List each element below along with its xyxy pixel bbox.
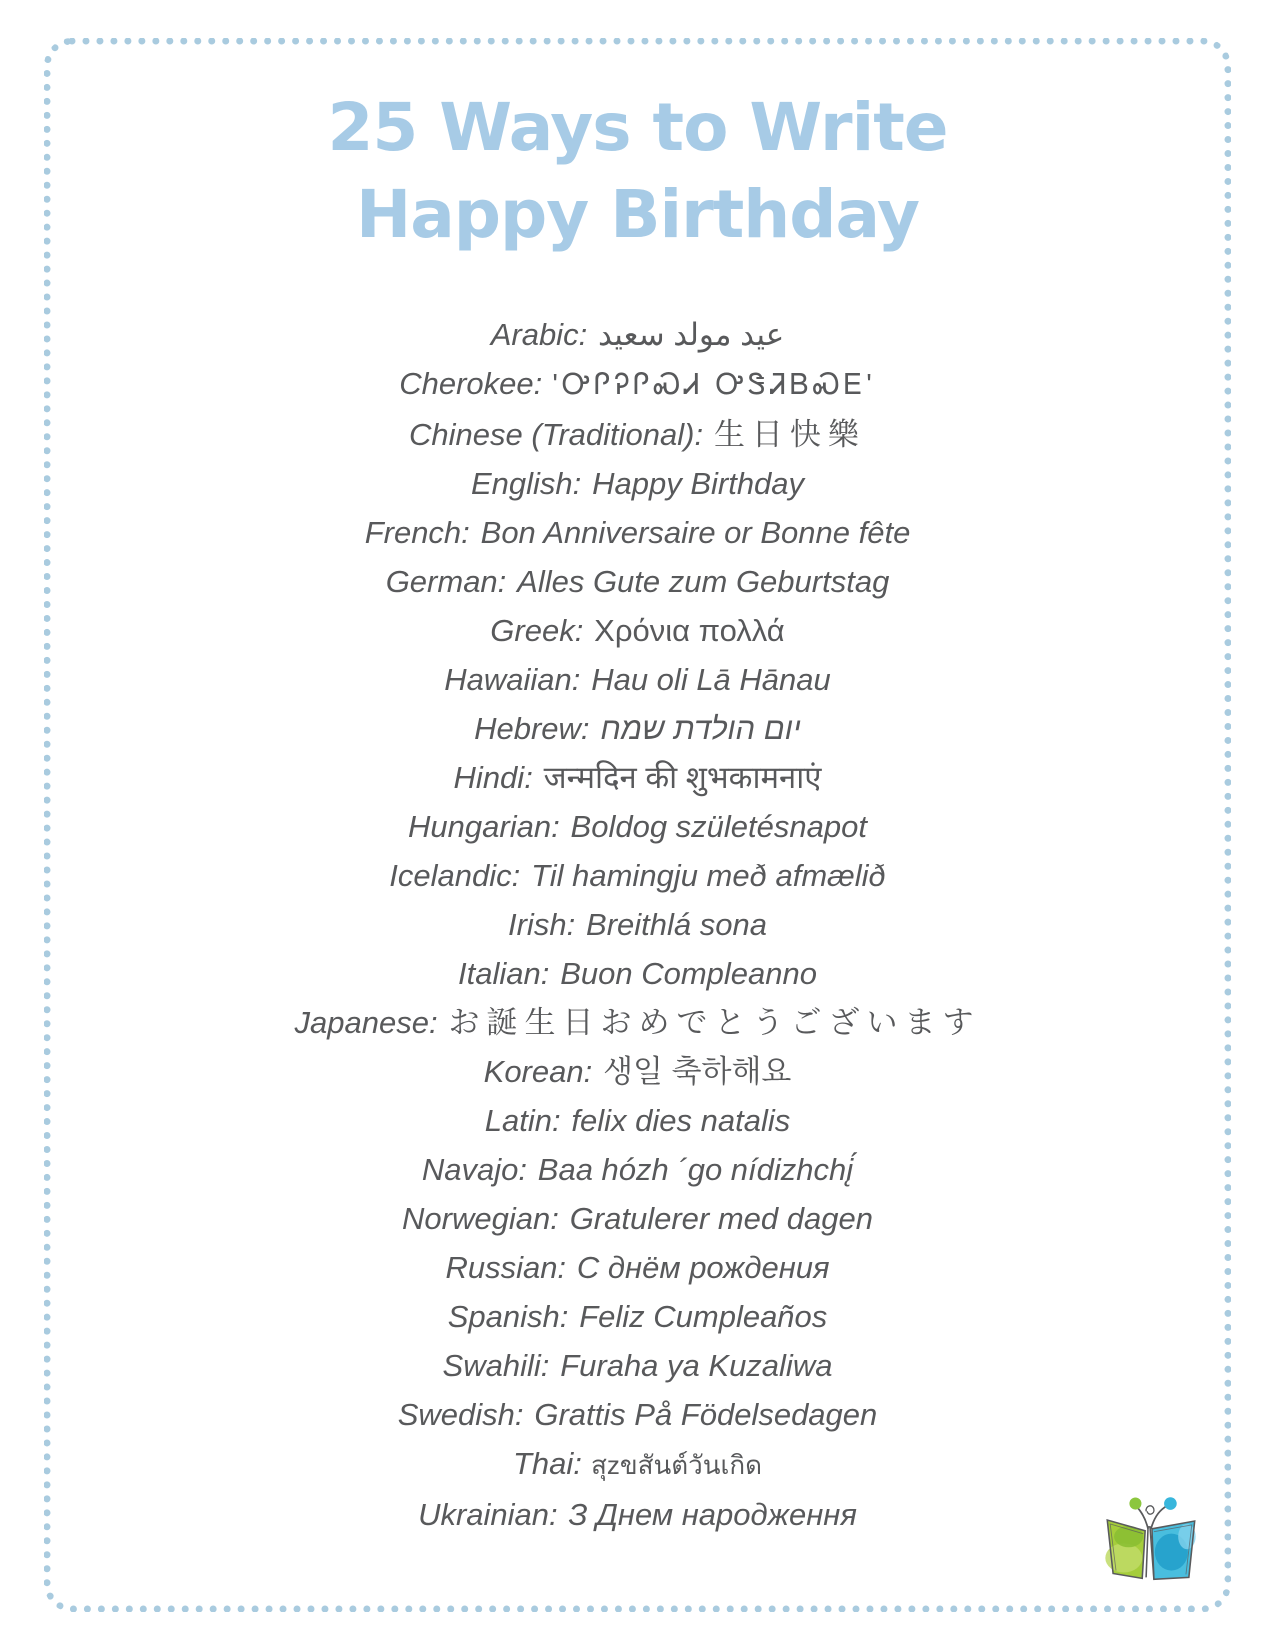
language-label: English: bbox=[470, 466, 582, 501]
language-label: Norwegian: bbox=[402, 1201, 559, 1236]
list-item bbox=[0, 802, 1275, 851]
list-item bbox=[0, 949, 1275, 998]
language-label: Cherokee: bbox=[399, 366, 543, 401]
language-label: Chinese (Traditional): bbox=[409, 417, 704, 452]
translation-text: عيد مولد سعيد bbox=[598, 317, 785, 352]
language-label: Ukrainian: bbox=[418, 1497, 558, 1532]
list-item bbox=[0, 1390, 1275, 1439]
translation-text: Hau oli Lā Hānau bbox=[591, 662, 831, 697]
translation-text: Feliz Cumpleaños bbox=[579, 1299, 828, 1334]
list-item bbox=[0, 1194, 1275, 1243]
translation-text: お誕生日おめでとうございます bbox=[448, 1005, 981, 1040]
list-item bbox=[0, 557, 1275, 606]
page-title-line2: Happy Birthday bbox=[355, 176, 920, 254]
butterfly-book-logo bbox=[1091, 1488, 1209, 1590]
language-label: Hungarian: bbox=[408, 809, 560, 844]
logo-left-wing bbox=[1105, 1520, 1145, 1578]
list-item bbox=[0, 998, 1275, 1047]
translation-text: felix dies natalis bbox=[571, 1103, 791, 1138]
list-item bbox=[0, 310, 1275, 359]
translation-text: Buon Compleanno bbox=[560, 956, 817, 991]
translation-text: Breithlá sona bbox=[586, 907, 767, 942]
list-item bbox=[0, 459, 1275, 508]
language-label: Spanish: bbox=[447, 1299, 569, 1334]
translation-text: Happy Birthday bbox=[592, 466, 805, 501]
list-item bbox=[0, 359, 1275, 410]
list-item bbox=[0, 1490, 1275, 1539]
translation-text: Alles Gute zum Geburtstag bbox=[517, 564, 890, 599]
list-item bbox=[0, 851, 1275, 900]
translation-text: Bon Anniversaire or Bonne fête bbox=[480, 515, 911, 550]
language-label: Swahili: bbox=[442, 1348, 550, 1383]
translation-text: Baa hózh ´go nídizhchį́ bbox=[537, 1152, 854, 1187]
language-label: Greek: bbox=[490, 613, 584, 648]
language-label: Arabic: bbox=[490, 317, 588, 352]
translation-text: สุzขสันต์วันเกิด bbox=[590, 1450, 763, 1480]
translation-text: С днём рождения bbox=[576, 1250, 830, 1285]
translation-text: יום הולדת שמח bbox=[600, 711, 801, 746]
language-label: Korean: bbox=[483, 1054, 593, 1089]
language-label: Icelandic: bbox=[389, 858, 521, 893]
list-item bbox=[0, 1439, 1275, 1490]
logo-antennae bbox=[1136, 1505, 1167, 1528]
antenna-dot-green bbox=[1129, 1498, 1141, 1510]
list-item bbox=[0, 1292, 1275, 1341]
list-item bbox=[0, 753, 1275, 802]
list-item bbox=[0, 704, 1275, 753]
list-item bbox=[0, 1096, 1275, 1145]
translation-text: 'ᎤᎵᎮᎵᏍᏗ ᎤᏕᏘᏴᏍᎬ' bbox=[552, 369, 876, 401]
translation-text: З Днем народження bbox=[568, 1497, 857, 1532]
translation-text: Χρόνια πολλά bbox=[594, 613, 785, 648]
translations-list bbox=[0, 310, 1275, 1539]
language-label: Thai: bbox=[512, 1446, 582, 1481]
language-label: Irish: bbox=[508, 907, 576, 942]
list-item bbox=[0, 606, 1275, 655]
language-label: Hindi: bbox=[453, 760, 533, 795]
page-title-line1: 25 Ways to Write bbox=[327, 89, 948, 166]
language-label: Navajo: bbox=[421, 1152, 527, 1187]
antenna-dot-blue bbox=[1164, 1497, 1177, 1510]
translation-text: Furaha ya Kuzaliwa bbox=[560, 1348, 833, 1383]
language-label: Hawaiian: bbox=[444, 662, 581, 697]
list-item bbox=[0, 900, 1275, 949]
language-label: Hebrew: bbox=[474, 711, 590, 746]
list-item bbox=[0, 1047, 1275, 1096]
list-item bbox=[0, 655, 1275, 704]
translation-text: जन्मदिन की शुभकामनाएं bbox=[543, 760, 822, 795]
list-item bbox=[0, 1341, 1275, 1390]
language-label: Russian: bbox=[445, 1250, 567, 1285]
language-label: French: bbox=[364, 515, 470, 550]
list-item bbox=[0, 410, 1275, 459]
page-title bbox=[0, 84, 1275, 258]
list-item bbox=[0, 508, 1275, 557]
translation-text: Gratulerer med dagen bbox=[569, 1201, 873, 1236]
list-item bbox=[0, 1243, 1275, 1292]
translation-text: Boldog születésnapot bbox=[570, 809, 867, 844]
language-label: Swedish: bbox=[397, 1397, 524, 1432]
translation-text: 생일 축하해요 bbox=[603, 1054, 792, 1089]
logo-right-wing bbox=[1152, 1521, 1196, 1579]
language-label: Italian: bbox=[458, 956, 550, 991]
list-item bbox=[0, 1145, 1275, 1194]
translation-text: Grattis På Födelsedagen bbox=[534, 1397, 878, 1432]
language-label: German: bbox=[385, 564, 507, 599]
language-label: Japanese: bbox=[294, 1005, 438, 1040]
translation-text: 生日快樂 bbox=[713, 417, 866, 452]
translation-text: Til hamingju með afmælið bbox=[531, 858, 886, 893]
language-label: Latin: bbox=[484, 1103, 561, 1138]
